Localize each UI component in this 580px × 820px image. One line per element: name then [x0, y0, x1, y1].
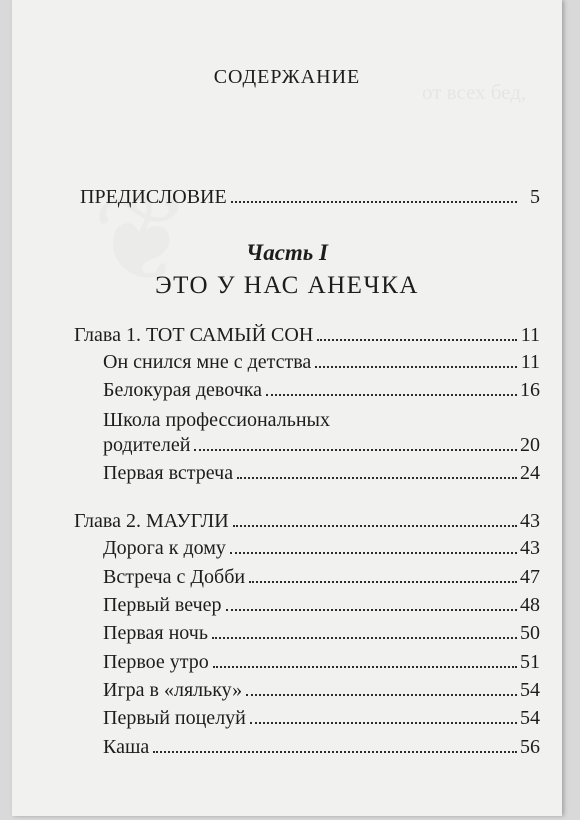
section-label: Игра в «ляльку»: [103, 679, 243, 701]
section-label: Первый вечер: [103, 594, 222, 616]
page-number: 56: [520, 736, 540, 758]
toc-entry-section[interactable]: [103, 462, 540, 484]
dot-leader: [266, 394, 517, 396]
page-number: 43: [520, 510, 540, 532]
section-label: Каша: [103, 736, 150, 758]
dot-leader: [237, 477, 517, 479]
toc-entry-section[interactable]: [103, 351, 540, 373]
dot-leader: [213, 666, 517, 668]
dot-leader: [194, 449, 517, 451]
section-label-line-2: родителей: [103, 434, 191, 456]
page-number: 43: [520, 537, 540, 559]
dot-leader: [226, 609, 517, 611]
section-label-line-1[interactable]: Школа профессиональных: [103, 409, 330, 431]
section-label: Первый поцелуй: [103, 707, 246, 729]
page-number: 24: [520, 462, 540, 484]
page-number: 51: [520, 651, 540, 673]
toc-entry-section[interactable]: [103, 651, 540, 673]
section-label: Первое утро: [103, 651, 209, 673]
toc-entry-section[interactable]: [103, 566, 540, 588]
toc-title: СОДЕРЖАНИЕ: [213, 66, 361, 88]
dot-leader: [233, 525, 517, 527]
toc-entry-section[interactable]: [103, 679, 540, 701]
dot-leader: [317, 339, 517, 341]
dot-leader: [231, 201, 517, 203]
part-label: Часть I: [245, 240, 329, 265]
chapter-label: Глава 1. ТОТ САМЫЙ СОН: [74, 324, 314, 346]
section-label: Белокурая девочка: [103, 379, 263, 401]
toc-entry-chapter-2[interactable]: [74, 510, 540, 532]
page-number: 54: [520, 707, 540, 729]
page-number: 11: [520, 351, 540, 373]
toc-entry-section[interactable]: [103, 537, 540, 559]
section-label: Первая ночь: [103, 622, 208, 644]
page-number: 47: [520, 566, 540, 588]
dot-leader: [230, 552, 517, 554]
toc-entry-section[interactable]: [103, 622, 540, 644]
toc-entry-chapter-1[interactable]: [74, 324, 540, 346]
dot-leader: [250, 722, 517, 724]
dot-leader: [315, 366, 517, 368]
section-label: Первая встреча: [103, 462, 234, 484]
dot-leader: [153, 751, 517, 753]
section-label: Он снился мне с детства: [103, 351, 312, 373]
chapter-label: Глава 2. МАУГЛИ: [74, 510, 229, 532]
entry-label: ПРЕДИСЛОВИЕ: [80, 186, 227, 208]
book-page: [12, 0, 562, 816]
dot-leader: [246, 694, 517, 696]
section-label: Встреча с Добби: [103, 566, 246, 588]
toc-entry-section[interactable]: [103, 594, 540, 616]
toc-entry-preface[interactable]: [80, 186, 540, 208]
page-number: 20: [520, 434, 540, 456]
page-number: 5: [530, 186, 540, 208]
page-number: 54: [520, 679, 540, 701]
dot-leader: [249, 581, 517, 583]
page-number: 50: [520, 622, 540, 644]
page-number: 11: [520, 324, 540, 346]
page-number: 48: [520, 594, 540, 616]
part-title: ЭТО У НАС АНЕЧКА: [155, 272, 419, 299]
toc-entry-section[interactable]: [103, 434, 540, 456]
toc-entry-section[interactable]: [103, 707, 540, 729]
dot-leader: [212, 637, 517, 639]
bleed-through-text: от всех бед,: [422, 80, 527, 104]
toc-entry-section[interactable]: [103, 379, 540, 401]
toc-entry-section[interactable]: [103, 736, 540, 758]
page-number: 16: [520, 379, 540, 401]
section-label: Дорога к дому: [103, 537, 226, 559]
